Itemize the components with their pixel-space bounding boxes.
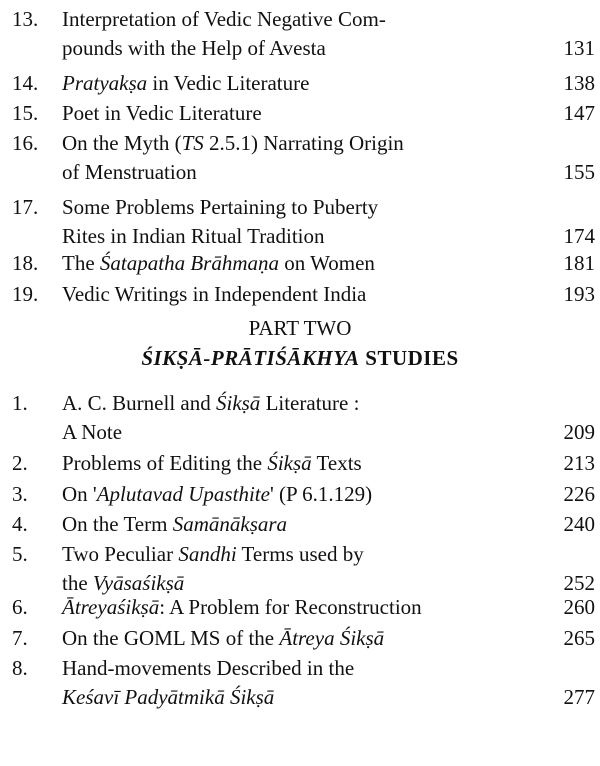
italic-title-segment: Śikṣā [215,391,261,415]
entry-title-line [62,193,378,221]
title-segment: Texts [311,451,362,475]
entry-number: 15. [12,101,39,125]
entry-page-number: 277 [563,685,595,709]
italic-title-segment: Samānākṣara [172,512,288,536]
entry-number: 13. [12,7,39,31]
title-segment: Interpretation of Vedic Negative Com- [62,7,386,31]
entry-number: 17. [12,195,39,219]
entry-page-number: 252 [563,571,595,595]
toc-entry [0,510,600,539]
entry-page-number: 147 [563,101,595,125]
title-segment: Terms used by [236,542,364,566]
title-segment: pounds with the Help of Avesta [62,36,326,60]
entry-number: 7. [12,626,28,650]
entry-title-line [62,222,325,250]
toc-entry [0,654,600,712]
title-segment: Poet in Vedic Literature [62,101,262,125]
toc-entry [0,389,600,447]
toc-entry [0,99,600,128]
entry-title-line [62,99,262,127]
entry-title-line [62,540,364,568]
italic-title-segment: Śikṣā [267,451,312,475]
italic-title-segment: Keśavī Padyātmikā Śikṣā [62,685,275,709]
title-segment: : A Problem for Reconstruction [159,595,422,619]
italic-title-segment: Sandhi [178,542,237,566]
entry-number: 16. [12,131,39,155]
entry-number: 1. [12,391,28,415]
entry-page-number: 181 [563,251,595,275]
entry-title-line [62,69,309,97]
title-segment: On the GOML MS of the [62,626,280,650]
title-segment: Vedic Writings in Independent India [62,282,367,306]
toc-entry [0,249,600,278]
title-segment: A. C. Burnell and [62,391,216,415]
italic-title-segment: Ātreya Śikṣā [279,626,385,650]
title-segment: in Vedic Literature [147,71,310,95]
entry-title-line [62,480,372,508]
entry-page-number: 131 [563,36,595,60]
title-segment: ' (P 6.1.129) [269,482,373,506]
entry-page-number: 213 [563,451,595,475]
entry-title-line [62,5,386,33]
title-segment: Hand-movements Described in the [62,656,355,680]
entry-page-number: 240 [563,512,595,536]
italic-title-segment: Aplutavad Upasthite [96,482,270,506]
toc-entry [0,593,600,622]
entry-page-number: 138 [563,71,595,95]
part-two-subheading-rest: STUDIES [359,346,459,370]
title-segment: On ' [62,482,97,506]
entry-page-number: 209 [563,420,595,444]
title-segment: 2.5.1) Narrating Origin [203,131,404,155]
entry-page-number: 226 [563,482,595,506]
entry-title-line [62,34,326,62]
italic-title-segment: Ātreyaśikṣā [62,595,160,619]
entry-title-line [62,624,384,652]
entry-title-line [62,249,375,277]
toc-entry [0,129,600,187]
italic-title-segment: Vyāsaśikṣā [92,571,185,595]
toc-entry [0,540,600,598]
title-segment: On the Myth ( [62,131,182,155]
toc-entry [0,449,600,478]
entry-page-number: 155 [563,160,595,184]
entry-title-line [62,418,122,446]
title-segment: Two Peculiar [62,542,179,566]
entry-title-line [62,654,354,682]
entry-number: 18. [12,251,39,275]
entry-number: 4. [12,512,28,536]
part-two-subheading-italic: ŚIKṢĀ-PRĀTIŚĀKHYA [141,346,360,370]
title-segment: The [62,251,100,275]
entry-title-line [62,449,362,477]
title-segment: the [62,571,93,595]
entry-number: 3. [12,482,28,506]
italic-title-segment: TS [181,131,204,155]
title-segment: on Women [279,251,375,275]
entry-title-line [62,389,359,417]
title-segment: Problems of Editing the [62,451,268,475]
entry-title-line [62,510,287,538]
toc-entry [0,193,600,251]
entry-title-line [62,593,422,621]
entry-page-number: 174 [563,224,595,248]
entry-page-number: 260 [563,595,595,619]
title-segment: of Menstruation [62,160,197,184]
title-segment: A Note [62,420,123,444]
entry-title-line [62,683,274,711]
part-two-heading: PART TWO [248,316,352,340]
italic-title-segment: Pratyakṣa [62,71,148,95]
entry-number: 6. [12,595,28,619]
entry-title-line [62,280,366,308]
entry-number: 2. [12,451,28,475]
entry-page-number: 193 [563,282,595,306]
toc-entry [0,624,600,653]
part-two-subheading [0,344,600,372]
entry-number: 8. [12,656,28,680]
toc-entry [0,5,600,63]
entry-number: 5. [12,542,28,566]
entry-number: 14. [12,71,39,95]
title-segment: Some Problems Pertaining to Puberty [62,195,379,219]
title-segment: Literature : [260,391,360,415]
toc-entry [0,280,600,309]
entry-title-line [62,129,404,157]
entry-title-line [62,158,197,186]
entry-page-number: 265 [563,626,595,650]
entry-number: 19. [12,282,39,306]
title-segment: Rites in Indian Ritual Tradition [62,224,325,248]
italic-title-segment: Śatapatha Brāhmaṇa [99,251,279,275]
title-segment: On the Term [62,512,173,536]
toc-entry [0,480,600,509]
toc-entry [0,69,600,98]
